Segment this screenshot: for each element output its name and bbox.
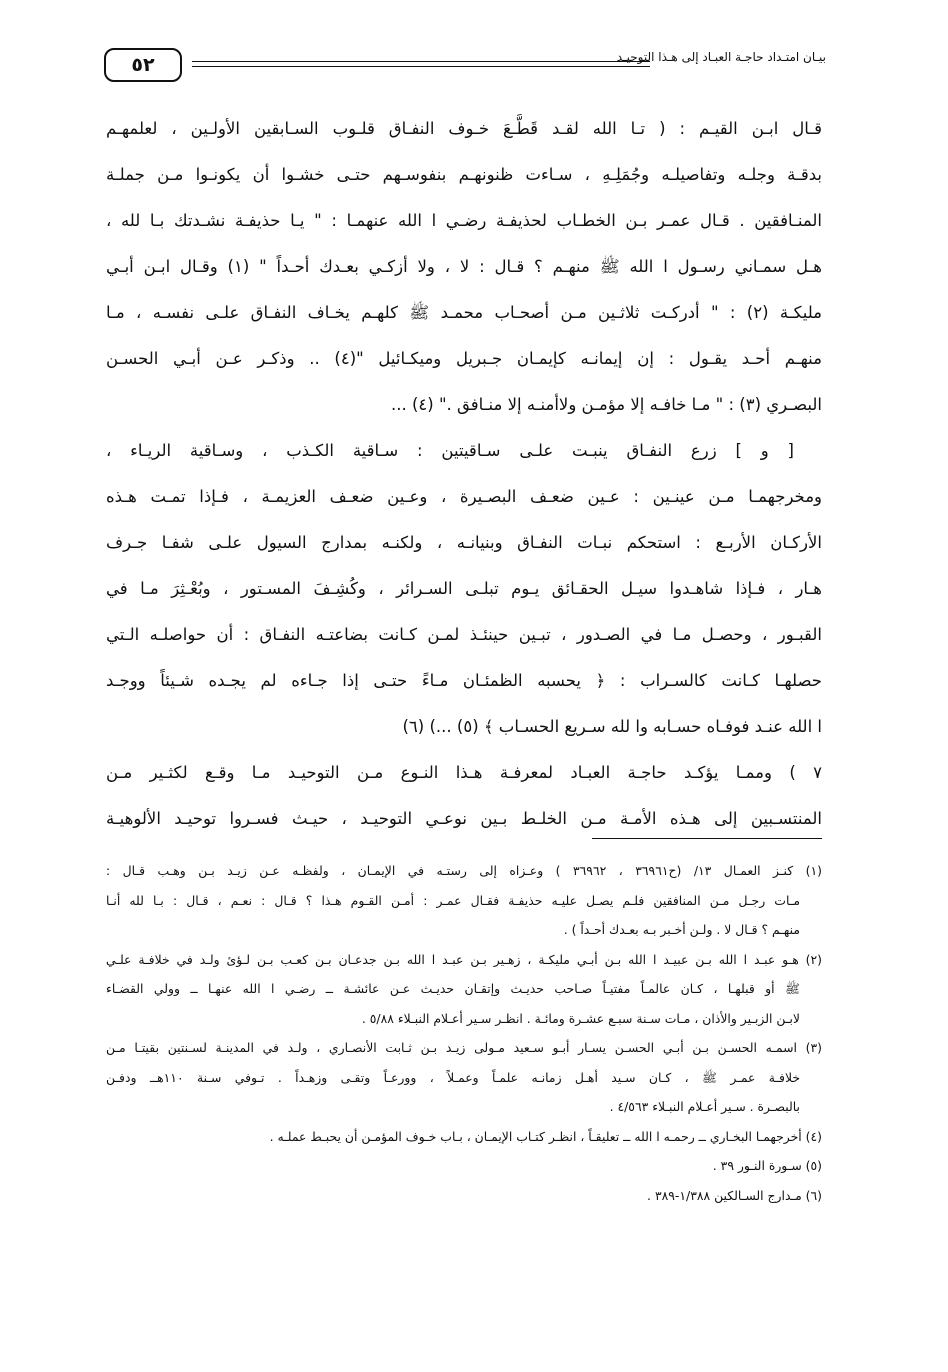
body-line: قـال ابـن القيـم : ( تـا الله لقـد قَطَّـعَ خـوف النفـاق قلـوب السـابقين الأولـين ، لعلمهـم (106, 119, 822, 138)
header-rule-top (192, 61, 650, 62)
body-line: ومخرجهمـا مـن عينـين : عـين ضعـف البصـيرة ، وعـين ضعـف العزيمـة ، فـإذا تمـت هـذه (106, 487, 822, 506)
body-line: هـار ، فـإذا شاهـدوا سيـل الحقـائق يـوم تبلـى السـرائر ، وكُشِـفَ المسـتور ، وبُعْـثِرَ مـا في (106, 579, 822, 598)
body-line: ا الله عنـد فوفـاه حسـابه وا لله سـريع الحسـاب ﴾ (٥) ...) (٦) (402, 717, 822, 736)
body-line: مليكـة (٢) : " أدركـت ثلاثـين مـن أصحـاب محمـد ﷺ كلهـم يخـاف النفـاق علـى نفسـه ، مـا (106, 303, 822, 322)
body-line: حصلهـا كـانت كالسـراب : ﴿ يحسبه الظمئـان مـاءً حتـى إذا جـاءه لم يجـده شـيئاً ووجـد (106, 671, 822, 690)
footnotes (106, 856, 822, 1210)
footnote-line: (٤) أخرجهمـا البخـاري ــ رحمـه ا الله ــ تعليقـاً ، انظـر كتـاب الإيمـان ، بـاب خـوف المؤمـن أن يحبـط عملـه . (269, 1128, 822, 1144)
footnote-line: بالبصـرة . سـير أعـلام النبـلاء ٤/٥٦٣ . (609, 1099, 800, 1114)
footnote-line: ﷺ أو قبلهـا ، كـان عالمـاً مفتيـاً صـاحب حديـث وإتقـان حديـث عـن عائشـة ــ رضـي ا الله عنهـا ــ وولي القضـاء (106, 981, 800, 996)
header-rule-bottom (192, 66, 650, 67)
footnote-line: (١) كنـز العمـال ١٣/ (ح٣٦٩٦١ ، ٣٦٩٦٢ ) وعـزاه إلى رستـه في الإيمـان ، ولفظـه عـن زيـد بـن وهـب قـال : (106, 863, 822, 878)
footnote-separator (592, 838, 822, 839)
body-line: هـل سمـاني رسـول ا الله ﷺ منهـم ؟ قـال : لا ، ولا أزكـي بعـدك أحـداً " (١) وقـال ابـن أبـي (106, 257, 823, 276)
page-number: ٥٢ (104, 48, 182, 82)
body-line: القبـور ، وحصـل مـا في الصـدور ، تبـين حينئـذ لمـن كـانت بضاعتـه النفـاق : أن حواصلـه الـتي (106, 625, 822, 644)
page-header (104, 46, 826, 86)
body-line: منهـم أحـد يقـول : إن إيمانـه كإيمـان جـبريل وميكـائيل "(٤) .. وذكـر عـن أبـي الحسـن (106, 349, 822, 368)
footnote-line: خلافـة عمـر ﷺ ، كـان سـيد أهـل زمانـه علمـاً وعمـلاً ، وورعـاً وتقـى وزهـداً . تـوفي سـنة ١١٠هــ ودفـن (106, 1069, 800, 1085)
footnote-line: منهـم ؟ قـال لا . ولـن أخـبر بـه بعـدك أحـداً ) . (563, 922, 800, 937)
running-title: بيـان امتـداد حاجـة العبـاد إلى هـذا التوحيـد (616, 50, 826, 64)
footnote-line: مـات رجـل مـن المنافقين فلـم يصـل عليـه حذيفـة فقـال عمـر : أمـن القـوم هـذا ؟ قـال : نعـم ، قـال : بـا لله أنـا (106, 892, 800, 908)
footnote-line: (٢) هـو عبـد ا الله بـن عبيـد ا الله بـن أبـي مليكـة ، زهـير بـن عبـد ا الله بـن جدعـان بـن كعـب بـن لـؤئ ولـد في خلافـة علـي (106, 951, 822, 967)
main-text (106, 106, 822, 842)
body-line: المنتسـبين إلى هـذه الأمـة مـن الخلـط بـين نوعـي التوحيـد ، حيـث فسـروا توحيـد الألوهيـة (106, 809, 822, 828)
body-line: المنـافقين . قـال عمـر بـن الخطـاب لحذيفـة رضـي ا الله عنهمـا : " يـا حذيفـة نشـدتك بـا لله ، (106, 211, 822, 230)
footnote-line: (٣) اسمـه الحسـن بـن أبـي الحسـن يسـار أبـو سـعيد مـولى زيـد بـن ثـابت الأنصـاري ، ولـد في المدينـة لسـنتين بقيتـا مـن (106, 1040, 822, 1055)
body-line: بدقـة وجلـه وتفاصيلـه وجُمَلِـهِ ، سـاءت ظنونهـم بنفوسـهم حتـى خشـوا أن يكونـوا مـن جملـة (106, 165, 822, 184)
footnote-line: (٦) مـدارج السـالكين ١/٣٨٨-٣٨٩ . (647, 1187, 822, 1203)
body-line: [ و ] زرع النفـاق ينبـت علـى سـاقيتين : سـاقية الكـذب ، وسـاقية الريـاء ، (106, 441, 794, 460)
footnote-line: (٥) سـورة النـور ٣٩ . (712, 1158, 822, 1173)
body-line: البصـري (٣) : " مـا خافـه إلا مؤمـن ولاأمنـه إلا منـافق ." (٤) ... (390, 395, 822, 414)
body-line: ٧ ) وممـا يؤكـد حاجـة العبـاد لمعرفـة هـذا النـوع مـن التوحيـد مـا وقـع لكثـير مـن (106, 763, 822, 782)
body-line: الأركـان الأربـع : استحكم نبـات النفـاق وبنيانـه ، ولكنـه بمدارج السيول علـى شفـا جـرف (106, 533, 822, 552)
footnote-line: لابـن الزبـير والأذان ، مـات سـنة سبـع عشـرة ومائـة . انظـر سـير أعـلام النبـلاء ٥/٨٨ . (361, 1010, 800, 1026)
